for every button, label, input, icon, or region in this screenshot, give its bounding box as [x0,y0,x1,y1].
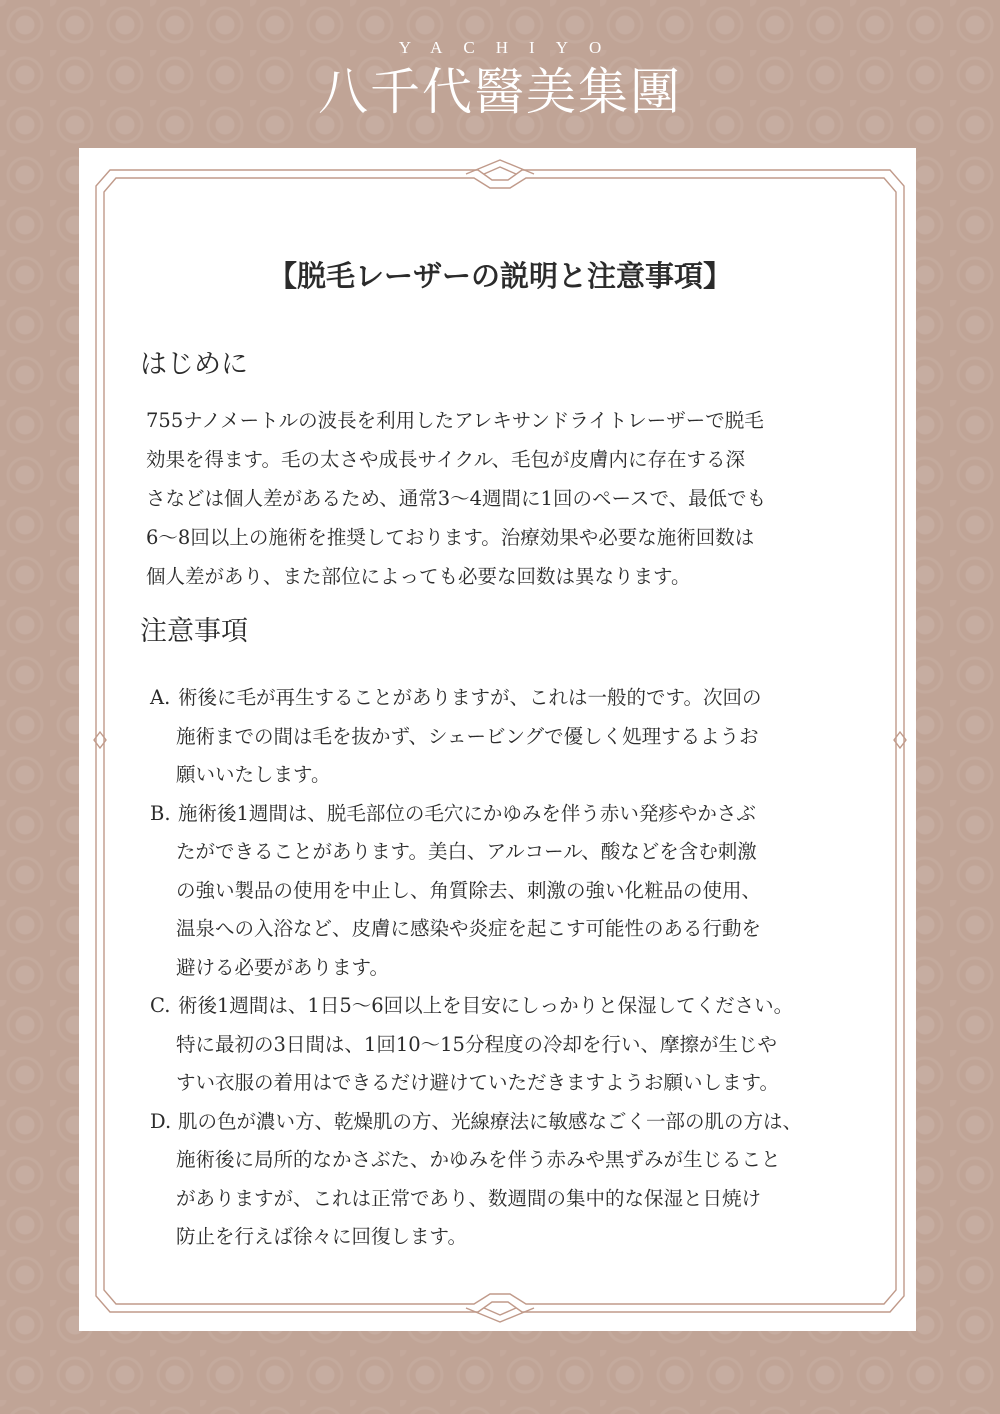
caution-item-d [150,1103,870,1257]
caution-line: の強い製品の使用を中止し、角質除去、刺激の強い化粧品の使用、 [176,878,762,902]
caution-item-b [150,795,870,988]
brand-latin-wordmark: YACHIYO [398,38,623,57]
caution-line: 避ける必要があります。 [176,955,389,979]
cautions-list [150,679,870,1257]
intro-line: さなどは個人差があるため、通常3〜4週間に1回のペースで、最低でも [146,487,767,510]
caution-letter: D. [150,1109,172,1133]
caution-line: たができることがあります。美白、アルコール、酸などを含む刺激 [176,840,757,863]
caution-line: 願いいたします。 [176,763,331,786]
caution-line: 施術後に局所的なかさぶた、かゆみを伴う赤みや黒ずみが生じること [176,1148,781,1171]
caution-item-c [150,987,870,1103]
intro-heading: はじめに [140,349,248,380]
caution-line: 施術までの間は毛を抜かず、シェービングで優しく処理するようお [176,724,759,748]
caution-item-a [150,679,870,795]
brand-name: 八千代醫美集團 [318,63,682,121]
cautions-heading: 注意事項 [140,616,248,647]
frame-bottom-ornament [466,1308,534,1322]
intro-line: 個人差があり、また部位によっても必要な回数は異なります。 [146,565,691,588]
intro-paragraph [146,401,866,596]
caution-line: 特に最初の3日間は、1回10〜15分程度の冷却を行い、摩擦が生じや [176,1032,777,1056]
intro-line: 効果を得ます。毛の太さや成長サイクル、毛包が皮膚内に存在する深 [146,448,746,471]
frame-top-ornament [466,160,534,174]
caution-line: がありますが、これは正常であり、数週間の集中的な保湿と日焼け [176,1186,762,1210]
document-title: 【脱毛レーザーの説明と注意事項】 [267,259,732,293]
intro-line: 755ナノメートルの波長を利用したアレキサンドライトレーザーで脱毛 [146,409,764,432]
caution-line: 施術後1週間は、脱毛部位の毛穴にかゆみを伴う赤い発疹やかさぶ [178,801,756,825]
caution-line: 術後1週間は、1日5〜6回以上を目安にしっかりと保湿してください。 [178,994,794,1017]
caution-line: 防止を行えば徐々に回復します。 [176,1225,467,1248]
caution-line: すい衣服の着用はできるだけ避けていただきますようお願いします。 [176,1071,779,1094]
caution-letter: B. [150,801,171,825]
caution-line: 術後に毛が再生することがありますが、これは一般的です。次回の [178,686,762,709]
caution-letter: C. [150,994,171,1017]
caution-letter: A. [150,686,171,709]
caution-line: 温泉への入浴など、皮膚に感染や炎症を起こす可能性のある行動を [176,917,762,940]
caution-line: 肌の色が濃い方、乾燥肌の方、光線療法に敏感なごく一部の肌の方は、 [178,1109,803,1133]
intro-line: 6〜8回以上の施術を推奨しております。治療効果や必要な施術回数は [146,526,755,549]
